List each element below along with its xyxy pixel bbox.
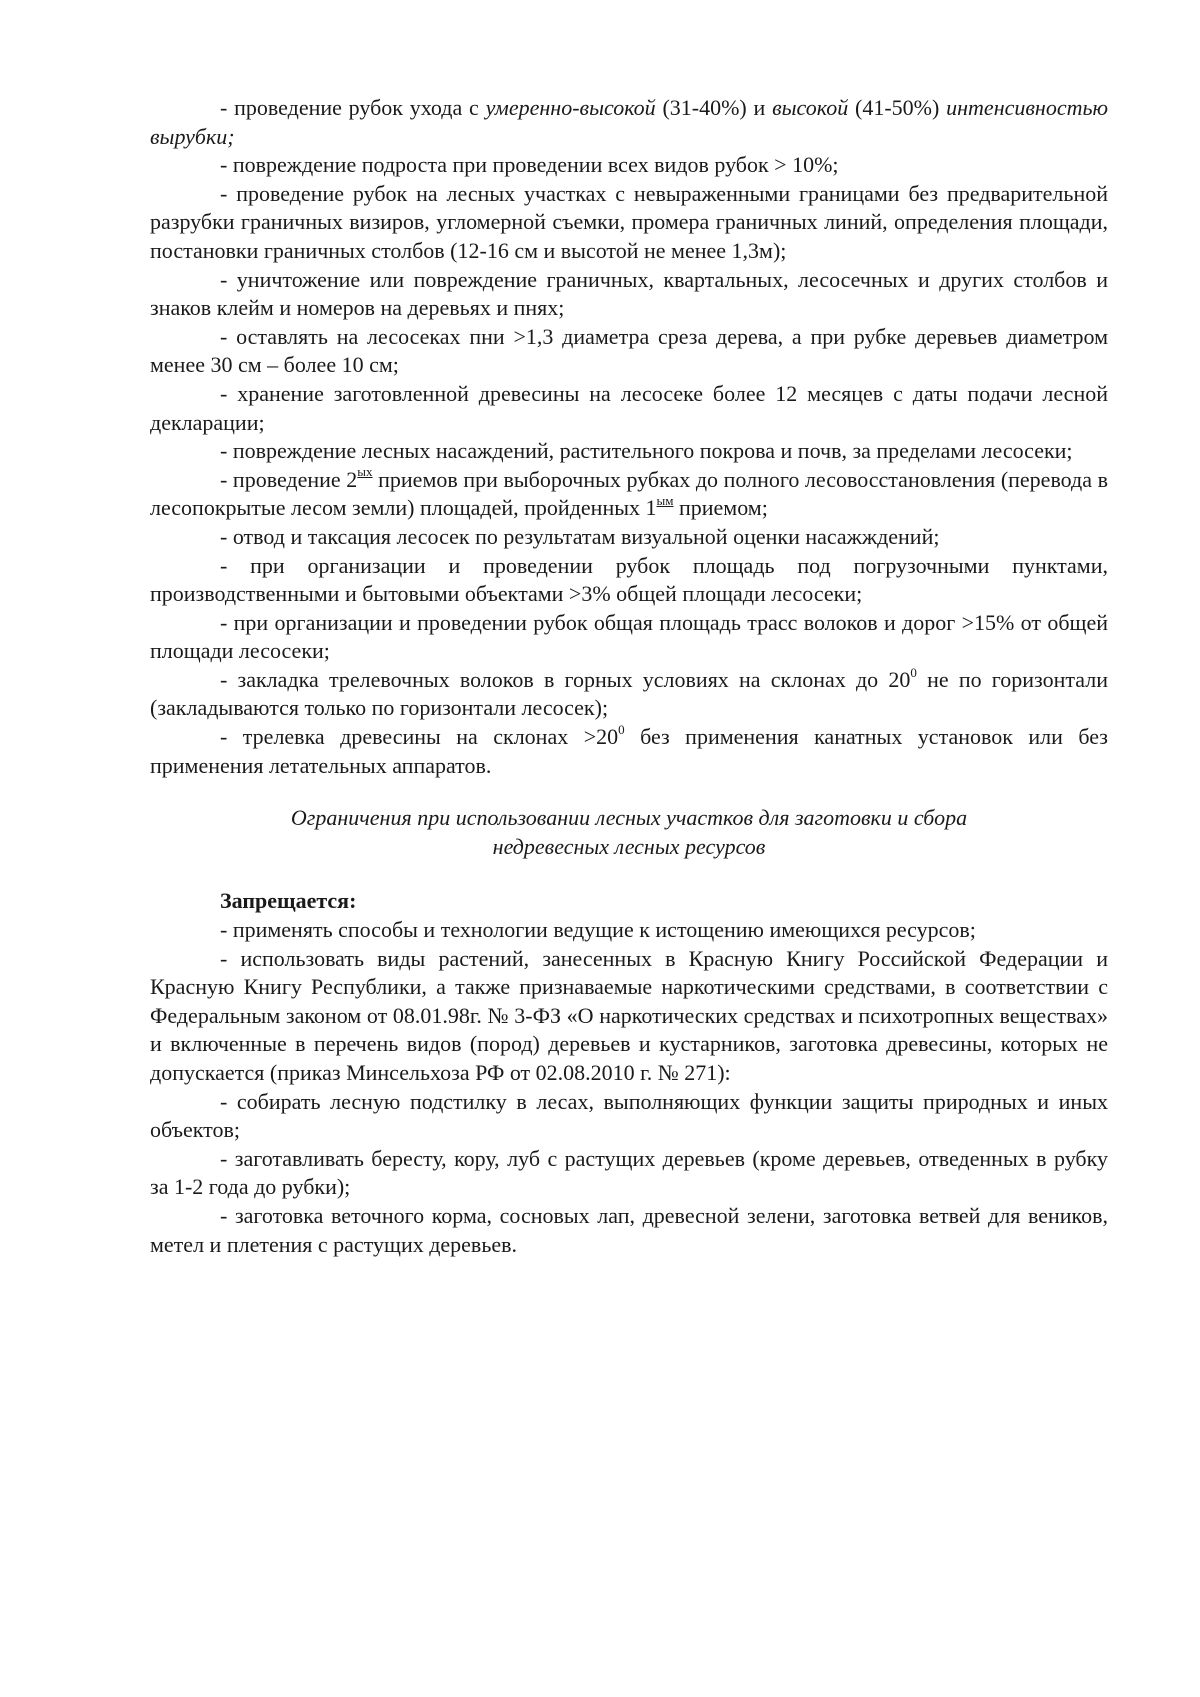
paragraph-unmarked-boundaries: - проведение рубок на лесных участках с невыраженными границами без предварительной разрубки граничных визиров, угломерной съемки, промера граничных линий, определения площади, постановки граничных столбов (12-16 см и высотой не менее 1,3м); — [150, 180, 1108, 263]
italic-text: высокой — [772, 95, 849, 120]
paragraph-loading-points: - при организации и проведении рубок площадь под погрузочными пунктами, производственными и бытовыми объектами >3% общей площади лесосеки; — [150, 552, 1108, 607]
paragraph-visual-assessment: - отвод и таксация лесосек по результатам визуальной оценки насажждений; — [220, 523, 940, 549]
paragraph-stumps-height: - оставлять на лесосеках пни >1,3 диаметра среза дерева, а при рубке деревьев диаметром менее 30 см – более 10 см; — [150, 323, 1108, 378]
text-fragment: не по горизонтали (закладываются только по горизонтали лесосек); — [150, 666, 1108, 721]
paragraph-mountain-trails — [150, 666, 1108, 723]
paragraph-slope-skidding — [150, 723, 1108, 780]
text-fragment: - закладка трелевочных волоков в горных условиях на склонах до 20 — [220, 666, 911, 692]
paragraph-branches: - заготовка веточного корма, сосновых лап, древесной зелени, заготовка ветвей для веников, метел и плетения с растущих деревьев. — [150, 1202, 1108, 1257]
section-heading-line-1: Ограничения при использовании лесных участков для заготовки и сбора — [290, 805, 968, 831]
text-fragment: (41-50%) — [848, 95, 947, 120]
paragraph-pillar-destruction: - уничтожение или повреждение граничных, квартальных, лесосечных и других столбов и знаков клейм и номеров на деревьях и пнях; — [150, 266, 1108, 321]
section-heading-line-2: недревесных лесных ресурсов — [492, 833, 766, 859]
text-fragment: без применения канатных установок или без применения летательных аппаратов. — [150, 724, 1108, 778]
paragraph-bark: - заготавливать бересту, кору, луб с растущих деревьев (кроме деревьев, отведенных в рубку за 1-2 года до рубки); — [150, 1145, 1108, 1200]
paragraph-timber-storage: - хранение заготовленной древесины на лесосеке более 12 месяцев с даты подачи лесной декларации; — [150, 380, 1108, 435]
prohibited-label: Запрещается: — [220, 888, 357, 914]
italic-text: умеренно-высокой — [485, 95, 656, 120]
paragraph-skid-trails: - при организации и проведении рубок общая площадь трасс волоков и дорог >15% от общей площади лесосеки; — [150, 609, 1108, 664]
superscript: 0 — [910, 664, 917, 680]
section-heading — [150, 804, 1108, 861]
text-fragment: - проведение рубок ухода с — [220, 95, 486, 120]
paragraph-second-stage — [150, 466, 1108, 523]
superscript: ым — [656, 492, 674, 508]
italic-text: интенсивностью вырубки; — [150, 95, 1109, 149]
superscript: 0 — [618, 721, 625, 737]
superscript: ых — [357, 464, 373, 480]
text-fragment: приемом; — [673, 495, 768, 521]
text-fragment: - трелевка древесины на склонах >20 — [220, 724, 619, 750]
paragraph-litter: - собирать лесную подстилку в лесах, выполняющих функции защиты природных и иных объектов; — [150, 1088, 1108, 1143]
document-page — [150, 94, 1108, 1259]
paragraph-intensive-cutting — [150, 94, 1108, 151]
text-fragment: (31-40%) и — [655, 95, 773, 120]
text-fragment: - проведение 2 — [220, 466, 358, 492]
paragraph-undergrowth-damage: - повреждение подроста при проведении всех видов рубок > 10%; — [220, 152, 839, 178]
paragraph-stand-damage: - повреждение лесных насаждений, растительного покрова и почв, за пределами лесосеки; — [220, 438, 1073, 464]
paragraph-depletion: - применять способы и технологии ведущие к истощению имеющихся ресурсов; — [220, 917, 976, 943]
text-fragment: приемов при выборочных рубках до полного лесовосстановления (перевода в лесопокрытые лесом земли) площадей, пройденных 1 — [150, 466, 1108, 521]
paragraph-red-book: - использовать виды растений, занесенных в Красную Книгу Российской Федерации и Красную Книгу Республики, а также признаваемые наркотическими средствами, в соответствии с Федеральным законом от 08.01.98г. № 3-ФЗ «О наркотических средствах и психотропных веществах» и включенные в перечень видов (пород) деревьев и кустарников, заготовка древесины, которых не допускается (приказ Минсельхоза РФ от 02.08.2010 г. № 271): — [150, 945, 1108, 1085]
